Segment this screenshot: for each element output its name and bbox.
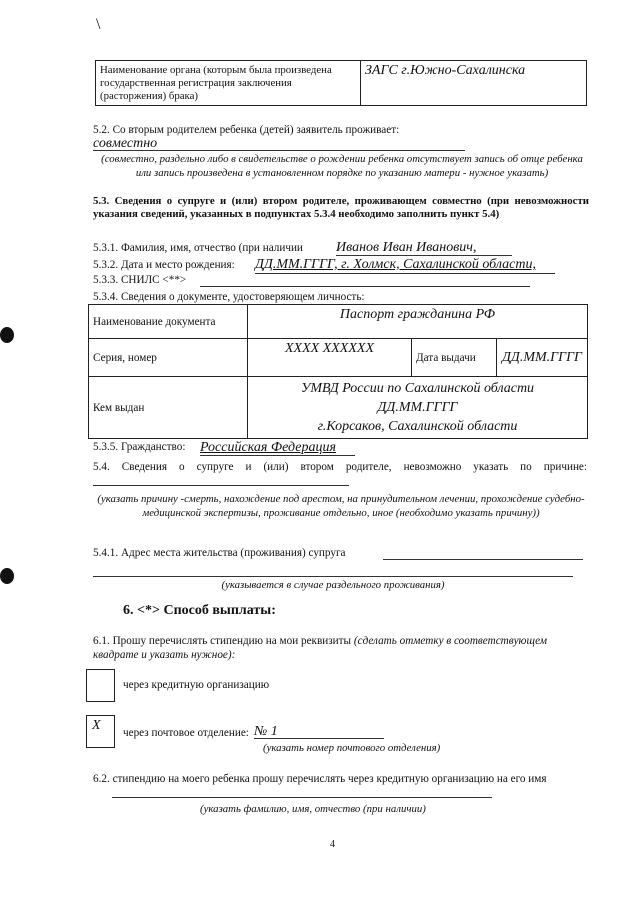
s535-value: Российская Федерация	[200, 440, 336, 455]
s54-line	[93, 475, 349, 486]
doc-series-cell	[248, 339, 412, 377]
doc-date-value: ДД.ММ.ГГГГ	[502, 349, 582, 365]
doc-issuer-line1: УМВД России по Сахалинской области	[300, 381, 535, 396]
s61-text-main: 6.1. Прошу перечислять стипендию на мои реквизиты	[93, 635, 352, 647]
binder-hole-bottom	[0, 568, 14, 584]
checkbox-post-office[interactable]	[86, 715, 115, 748]
doc-name-cell	[248, 305, 588, 339]
organ-table	[95, 60, 587, 106]
checkbox-post-office-mark: X	[92, 718, 101, 733]
s532-label: 5.3.2. Дата и место рождения:	[93, 259, 235, 271]
doc-name-label: Наименование документа	[89, 305, 248, 339]
s52-value: совместно	[93, 136, 158, 151]
s62-line	[112, 787, 492, 798]
opt2-label: через почтовое отделение:	[123, 727, 249, 739]
s52-text: 5.2. Со вторым родителем ребенка (детей) заявитель проживает:	[93, 124, 400, 136]
s534-label: 5.3.4. Сведения о документе, удостоверяющем личность:	[93, 291, 365, 303]
s531-value: Иванов Иван Иванович,	[336, 240, 477, 255]
doc-issuer-label: Кем выдан	[89, 377, 248, 439]
organ-value	[361, 61, 587, 106]
doc-issuer-cell	[248, 377, 588, 439]
doc-series-label: Серия, номер	[89, 339, 248, 377]
opt2-value: № 1	[254, 724, 278, 739]
doc-table	[88, 304, 588, 439]
s535-label: 5.3.5. Гражданство:	[93, 441, 186, 453]
doc-date-cell	[497, 339, 588, 377]
s53-heading: 5.3. Сведения о супруге и (или) втором родителе, проживающем совместно (при невозможности указания сведений, указанных в подпунктах 5.3.4 необходимо заполнить пункт 5.4)	[93, 195, 589, 220]
s61-text	[93, 634, 563, 662]
doc-date-label: Дата выдачи	[412, 339, 497, 377]
doc-name-value: Паспорт гражданина РФ	[339, 307, 496, 322]
doc-issuer-line2: ДД.ММ.ГГГГ	[377, 400, 458, 415]
binder-hole-top	[0, 327, 14, 343]
s541-hint: (указывается в случае раздельного проживания)	[221, 579, 445, 591]
s531-label: 5.3.1. Фамилия, имя, отчество (при наличии	[93, 242, 303, 254]
opt1-label: через кредитную организацию	[123, 679, 270, 691]
s541-line1	[383, 548, 583, 560]
s62-text: 6.2. стипендию на моего ребенка прошу перечислять через кредитную организацию на его имя	[93, 773, 547, 785]
s52-hint: (совместно, раздельно либо в свидетельстве о рождении ребенка отсутствует запись об отце ребенка или запись произведена в установленном порядке по указанию матери - нужное указать)	[101, 153, 583, 179]
checkbox-credit-org[interactable]	[86, 669, 115, 702]
s541-text: 5.4.1. Адрес места жительства (проживания) супруга	[93, 547, 346, 559]
s535-value-line	[200, 438, 355, 456]
organ-label: Наименование органа (которым была произведена государственная регистрация заключения (расторжения) брака)	[96, 61, 361, 106]
opt2-value-line	[254, 722, 384, 739]
s54-hint: (указать причину -смерть, нахождение под арестом, на принудительном лечении, прохождение судебно-медицинской экспертизы, проживание отдельно, иное (необходимо указать причину))	[97, 493, 585, 519]
s532-value: ДД.ММ.ГГГГ, г. Холмск, Сахалинской области,	[255, 257, 536, 272]
organ-value-text: ЗАГС г.Южно-Сахалинска	[365, 63, 526, 78]
doc-issuer-line3: г.Корсаков, Сахалинской области	[317, 419, 518, 434]
s54-text: 5.4. Сведения о супруге и (или) втором родителе, невозможно указать по причине:	[93, 461, 587, 473]
corner-mark: \	[96, 16, 101, 33]
s541-line2	[93, 566, 573, 577]
s533-label: 5.3.3. СНИЛС <**>	[93, 274, 187, 286]
s6-heading: 6. <*> Способ выплаты:	[123, 603, 276, 618]
s533-line	[200, 274, 530, 287]
page-number: 4	[330, 839, 335, 850]
s531-value-line	[336, 238, 512, 256]
s61-hint: (сделать отметку в соответствующем квадрате и указать нужное):	[93, 635, 547, 661]
opt2-hint: (указать номер почтового отделения)	[263, 742, 441, 754]
s532-value-line	[255, 255, 555, 274]
s52-value-line	[93, 134, 465, 151]
doc-series-value: XXXX XXXXXX	[284, 341, 375, 356]
s62-hint: (указать фамилию, имя, отчество (при наличии)	[200, 803, 426, 815]
